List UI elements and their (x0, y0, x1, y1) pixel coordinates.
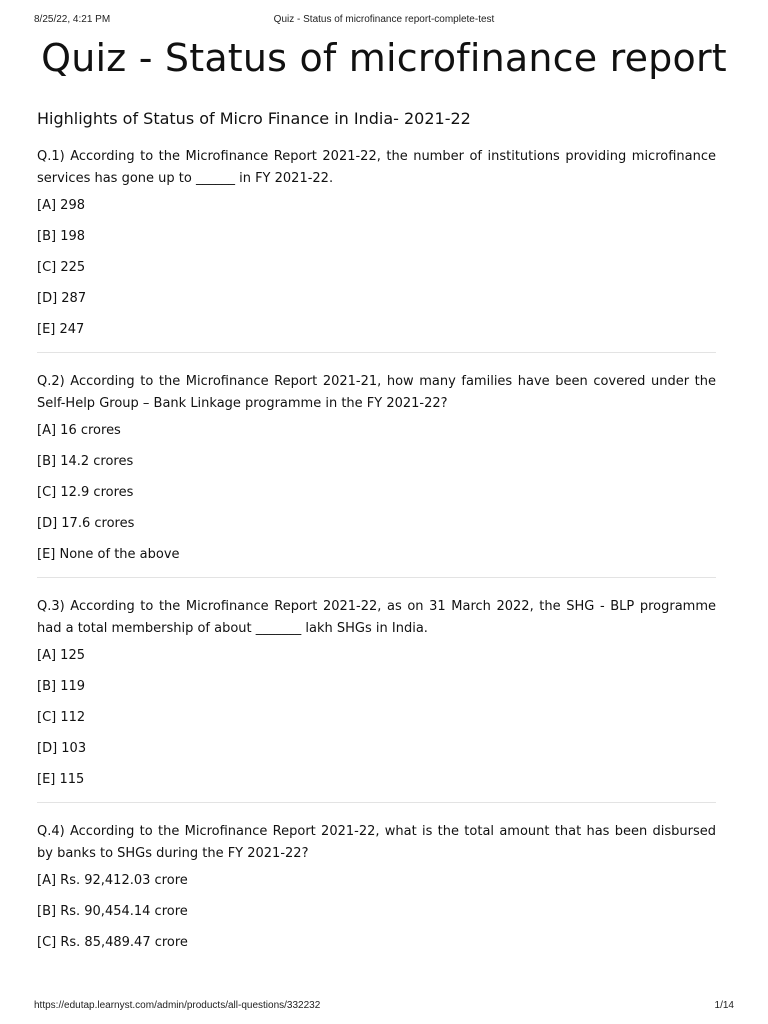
option-d: [D] 17.6 crores (37, 516, 135, 531)
page-number: 1/14 (714, 1000, 734, 1011)
option-c: [C] Rs. 85,489.47 crore (37, 935, 188, 950)
question-block (37, 596, 716, 789)
quiz-content (37, 109, 716, 965)
question-block (37, 821, 716, 952)
option-a: [A] Rs. 92,412.03 crore (37, 873, 188, 888)
page-title: Quiz - Status of microfinance report (41, 36, 727, 80)
question-divider (37, 577, 716, 578)
print-header-title: Quiz - Status of microfinance report-complete-test (273, 14, 495, 25)
question-block (37, 146, 716, 339)
option-a: [A] 298 (37, 198, 85, 213)
question-text: Q.2) According to the Microfinance Report 2021-21, how many families have been covered under the Self-Help Group – Bank Linkage programme in the FY 2021-22? (37, 374, 716, 411)
question-block (37, 371, 716, 564)
question-text: Q.1) According to the Microfinance Report 2021-22, the number of institutions providing microfinance services has gone up to ______ in FY 2021-22. (37, 149, 716, 186)
option-b: [B] 198 (37, 229, 86, 244)
print-header (34, 14, 734, 30)
option-d: [D] 287 (37, 291, 87, 306)
question-text: Q.3) According to the Microfinance Report 2021-22, as on 31 March 2022, the SHG - BLP programme had a total membership of about _______ lakh SHGs in India. (37, 599, 716, 636)
question-text: Q.4) According to the Microfinance Report 2021-22, what is the total amount that has been disbursed by banks to SHGs during the FY 2021-22? (37, 824, 716, 861)
option-b: [B] 14.2 crores (37, 454, 134, 469)
option-a: [A] 16 crores (37, 423, 121, 438)
print-footer-url: https://edutap.learnyst.com/admin/products/all-questions/332232 (34, 1000, 321, 1011)
option-e: [E] 115 (37, 772, 85, 787)
option-b: [B] 119 (37, 679, 86, 694)
option-b: [B] Rs. 90,454.14 crore (37, 904, 188, 919)
print-footer (34, 1000, 734, 1014)
question-divider (37, 352, 716, 353)
option-c: [C] 112 (37, 710, 86, 725)
option-e: [E] None of the above (37, 547, 180, 562)
option-e: [E] 247 (37, 322, 85, 337)
option-d: [D] 103 (37, 741, 87, 756)
question-divider (37, 802, 716, 803)
option-a: [A] 125 (37, 648, 85, 663)
option-c: [C] 225 (37, 260, 86, 275)
option-c: [C] 12.9 crores (37, 485, 134, 500)
print-datetime: 8/25/22, 4:21 PM (34, 14, 111, 25)
quiz-subtitle: Highlights of Status of Micro Finance in India- 2021-22 (37, 109, 471, 128)
